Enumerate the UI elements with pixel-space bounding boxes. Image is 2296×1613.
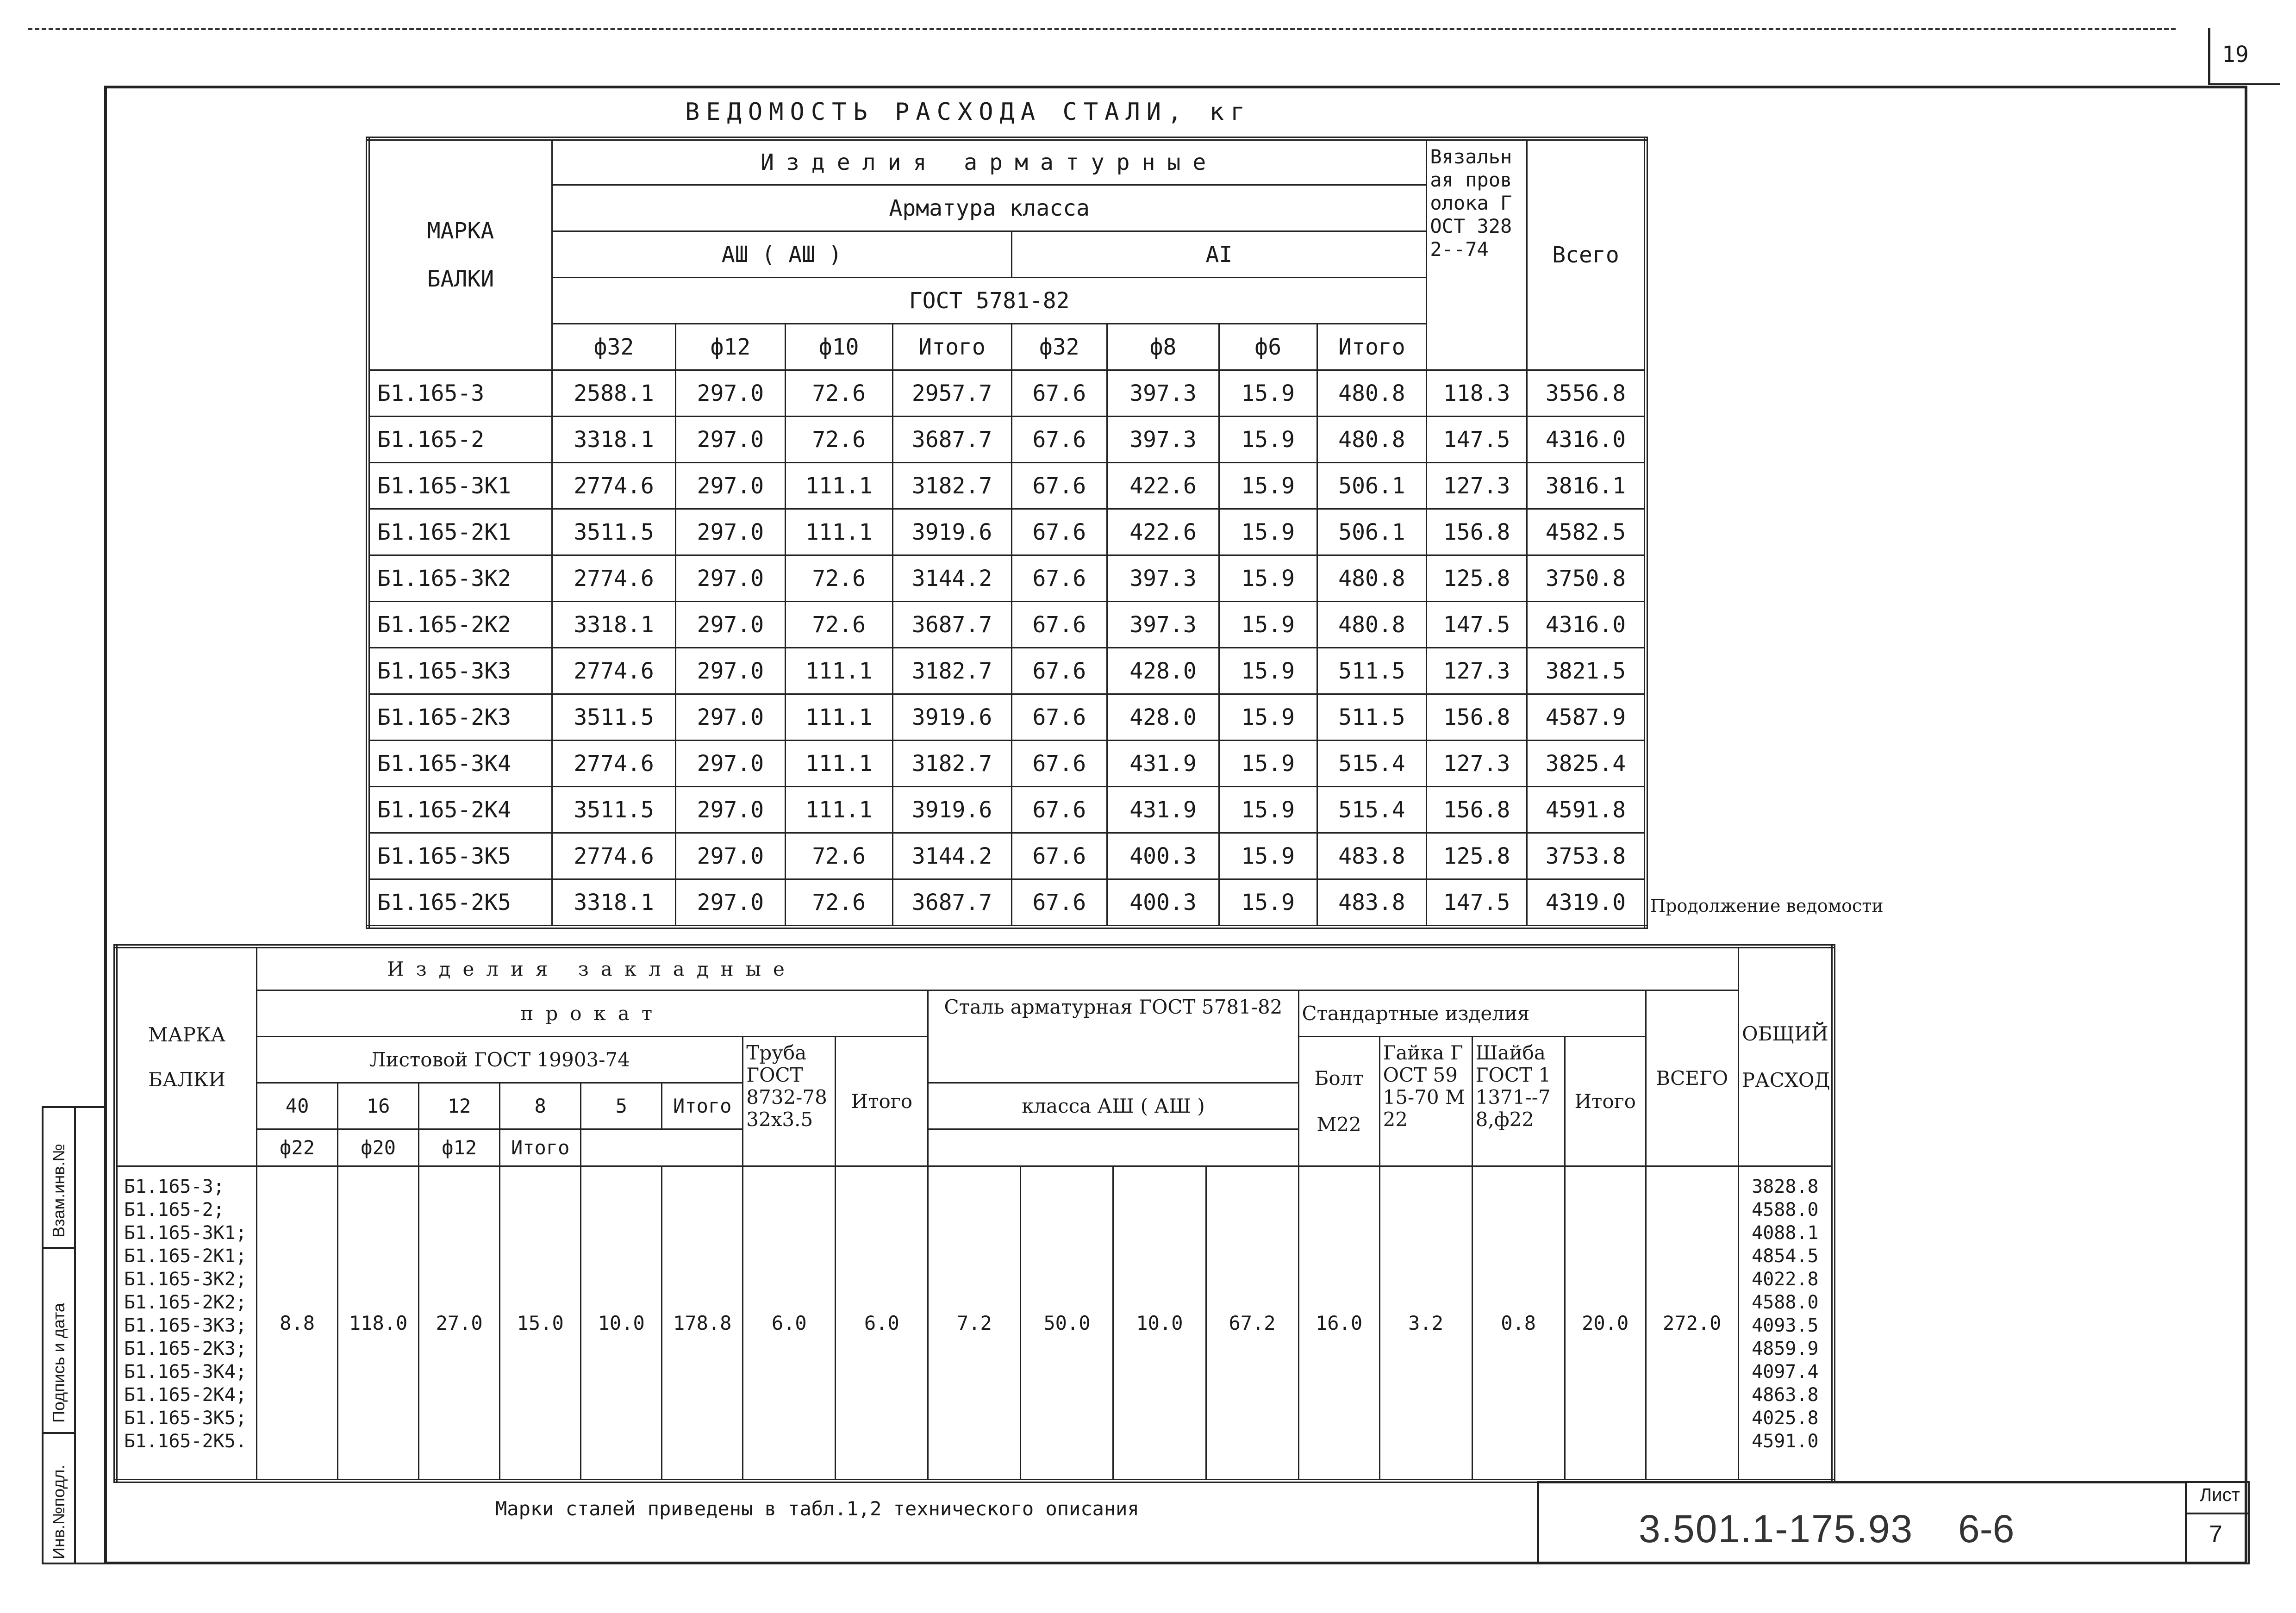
table-cell: 506.1 bbox=[1317, 509, 1427, 555]
table-cell: 15.9 bbox=[1219, 602, 1317, 648]
table-row bbox=[368, 602, 1646, 648]
table-cell: 15.9 bbox=[1219, 833, 1317, 879]
header-rebar-size: ф22 bbox=[257, 1129, 338, 1166]
table-cell: 3919.6 bbox=[892, 787, 1011, 833]
table-cell: 72.6 bbox=[785, 555, 892, 602]
beam-item: Б1.165-2К1; bbox=[124, 1246, 247, 1267]
table-cell: 3753.8 bbox=[1527, 833, 1646, 879]
table-row bbox=[368, 648, 1646, 694]
table-cell: 3318.1 bbox=[552, 602, 676, 648]
embedded-value: 8.8 bbox=[257, 1166, 338, 1481]
table-cell: 297.0 bbox=[676, 370, 786, 417]
beam-mark: Б1.165-3К5 bbox=[368, 833, 552, 879]
header-rolled-total: Итого bbox=[836, 1037, 928, 1166]
table-cell: 67.6 bbox=[1011, 463, 1107, 509]
table-cell: 422.6 bbox=[1107, 509, 1219, 555]
beam-mark: Б1.165-3К3 bbox=[368, 648, 552, 694]
beam-item: Б1.165-3К5; bbox=[124, 1407, 247, 1429]
header-rebar-steel: Сталь арматурная ГОСТ 5781-82 bbox=[928, 990, 1298, 1083]
header-sheet-size: 12 bbox=[419, 1083, 500, 1129]
table-row bbox=[368, 417, 1646, 463]
table-cell: 3144.2 bbox=[892, 555, 1011, 602]
table-cell: 3182.7 bbox=[892, 463, 1011, 509]
header-sheet-size: 5 bbox=[581, 1083, 662, 1129]
page-number: 19 bbox=[2222, 42, 2249, 68]
header-diameter: ф32 bbox=[552, 324, 676, 370]
header-sheet: Листовой ГОСТ 19903-74 bbox=[257, 1037, 743, 1083]
embedded-value: 7.2 bbox=[928, 1166, 1021, 1481]
overall-total: 3828.8 bbox=[1752, 1176, 1819, 1197]
header-mark: МАРКА БАЛКИ bbox=[368, 139, 552, 370]
embedded-value: 27.0 bbox=[419, 1166, 500, 1481]
table-cell: 3687.7 bbox=[892, 417, 1011, 463]
table-row bbox=[368, 463, 1646, 509]
table-cell: 67.6 bbox=[1011, 787, 1107, 833]
table-cell: 3825.4 bbox=[1527, 741, 1646, 787]
overall-total: 4859.9 bbox=[1752, 1338, 1819, 1359]
embedded-data-row bbox=[116, 1166, 1834, 1481]
overall-total: 4854.5 bbox=[1752, 1246, 1819, 1267]
embedded-value: 3.2 bbox=[1379, 1166, 1472, 1481]
beam-mark: Б1.165-2К4 bbox=[368, 787, 552, 833]
table-row bbox=[368, 555, 1646, 602]
header-std-total: Итого bbox=[1565, 1037, 1646, 1166]
overall-total: 4863.8 bbox=[1752, 1384, 1819, 1406]
table-cell: 67.6 bbox=[1011, 694, 1107, 741]
table-cell: 15.9 bbox=[1219, 417, 1317, 463]
overall-total: 4088.1 bbox=[1752, 1222, 1819, 1244]
header2-mark: МАРКА БАЛКИ bbox=[116, 947, 257, 1166]
table-cell: 72.6 bbox=[785, 370, 892, 417]
header-washer: Шайба ГОСТ 11371--78,ф22 bbox=[1472, 1037, 1565, 1166]
table-cell: 3821.5 bbox=[1527, 648, 1646, 694]
embedded-value: 50.0 bbox=[1021, 1166, 1113, 1481]
header-sheet-size: 40 bbox=[257, 1083, 338, 1129]
table-cell: 483.8 bbox=[1317, 833, 1427, 879]
table-cell: 2774.6 bbox=[552, 648, 676, 694]
table-cell: 428.0 bbox=[1107, 694, 1219, 741]
table-cell: 67.6 bbox=[1011, 648, 1107, 694]
table-row bbox=[368, 787, 1646, 833]
table-cell: 297.0 bbox=[676, 417, 786, 463]
table-cell: 15.9 bbox=[1219, 648, 1317, 694]
table-cell: 127.3 bbox=[1427, 648, 1527, 694]
beam-item: Б1.165-3К3; bbox=[124, 1315, 247, 1336]
table-cell: 4591.8 bbox=[1527, 787, 1646, 833]
table-cell: 3556.8 bbox=[1527, 370, 1646, 417]
table-cell: 15.9 bbox=[1219, 370, 1317, 417]
table-cell: 127.3 bbox=[1427, 463, 1527, 509]
side-stamp bbox=[42, 1106, 106, 1564]
rebar-table-body bbox=[368, 370, 1646, 927]
overall-total: 4022.8 bbox=[1752, 1269, 1819, 1290]
header-diameter: ф12 bbox=[676, 324, 786, 370]
table-cell: 67.6 bbox=[1011, 417, 1107, 463]
embedded-value: 6.0 bbox=[743, 1166, 836, 1481]
table-cell: 72.6 bbox=[785, 833, 892, 879]
header-standard: Стандартные изделия bbox=[1298, 990, 1646, 1037]
table-cell: 111.1 bbox=[785, 694, 892, 741]
header-total: Всего bbox=[1527, 139, 1646, 370]
rebar-table bbox=[366, 137, 1648, 929]
header-rebar-size: Итого bbox=[500, 1129, 581, 1166]
table-cell: 480.8 bbox=[1317, 370, 1427, 417]
table-cell: 15.9 bbox=[1219, 555, 1317, 602]
table-cell: 125.8 bbox=[1427, 833, 1527, 879]
table-cell: 3687.7 bbox=[892, 879, 1011, 927]
table-cell: 3318.1 bbox=[552, 417, 676, 463]
beam-mark: Б1.165-2 bbox=[368, 417, 552, 463]
table-cell: 506.1 bbox=[1317, 463, 1427, 509]
header-rebar-size: ф12 bbox=[419, 1129, 500, 1166]
table-cell: 4587.9 bbox=[1527, 694, 1646, 741]
table-cell: 72.6 bbox=[785, 879, 892, 927]
beam-mark: Б1.165-3К1 bbox=[368, 463, 552, 509]
table-cell: 297.0 bbox=[676, 648, 786, 694]
beam-item: Б1.165-2К3; bbox=[124, 1338, 247, 1359]
header-diameter: ф8 bbox=[1107, 324, 1219, 370]
table-cell: 2774.6 bbox=[552, 555, 676, 602]
table-cell: 3750.8 bbox=[1527, 555, 1646, 602]
overall-total: 4097.4 bbox=[1752, 1361, 1819, 1383]
table-row bbox=[368, 370, 1646, 417]
table-cell: 397.3 bbox=[1107, 555, 1219, 602]
table-cell: 156.8 bbox=[1427, 509, 1527, 555]
table-cell: 118.3 bbox=[1427, 370, 1527, 417]
embedded-table bbox=[113, 944, 1835, 1483]
header-wire: Вязальная проволока ГОСТ 3282--74 bbox=[1427, 139, 1527, 370]
overall-total: 4093.5 bbox=[1752, 1315, 1819, 1336]
table-cell: 147.5 bbox=[1427, 417, 1527, 463]
header-diameter: Итого bbox=[892, 324, 1011, 370]
table-cell: 72.6 bbox=[785, 417, 892, 463]
table-cell: 15.9 bbox=[1219, 879, 1317, 927]
beam-item: Б1.165-3К2; bbox=[124, 1269, 247, 1290]
stamp-sign: Подпись и дата bbox=[49, 1303, 68, 1423]
overall-total: 4591.0 bbox=[1752, 1431, 1819, 1452]
table-cell: 515.4 bbox=[1317, 741, 1427, 787]
table-cell: 297.0 bbox=[676, 463, 786, 509]
table-cell: 3318.1 bbox=[552, 879, 676, 927]
table-cell: 3816.1 bbox=[1527, 463, 1646, 509]
beam-list bbox=[116, 1166, 257, 1481]
table-cell: 297.0 bbox=[676, 787, 786, 833]
embedded-value: 20.0 bbox=[1565, 1166, 1646, 1481]
header-sheet-size: 16 bbox=[338, 1083, 419, 1129]
table-cell: 127.3 bbox=[1427, 741, 1527, 787]
beam-item: Б1.165-3; bbox=[124, 1176, 225, 1197]
table-cell: 297.0 bbox=[676, 602, 786, 648]
sheet-number: 7 bbox=[2209, 1521, 2222, 1548]
table-cell: 4316.0 bbox=[1527, 417, 1646, 463]
table-cell: 125.8 bbox=[1427, 555, 1527, 602]
table-row bbox=[368, 694, 1646, 741]
table-cell: 428.0 bbox=[1107, 648, 1219, 694]
table-cell: 397.3 bbox=[1107, 602, 1219, 648]
table-cell: 67.6 bbox=[1011, 602, 1107, 648]
table-cell: 147.5 bbox=[1427, 602, 1527, 648]
table-cell: 15.9 bbox=[1219, 694, 1317, 741]
table-cell: 3919.6 bbox=[892, 509, 1011, 555]
table-cell: 515.4 bbox=[1317, 787, 1427, 833]
table-cell: 2774.6 bbox=[552, 463, 676, 509]
table-cell: 422.6 bbox=[1107, 463, 1219, 509]
table-row bbox=[368, 879, 1646, 927]
table-cell: 511.5 bbox=[1317, 648, 1427, 694]
table-cell: 67.6 bbox=[1011, 833, 1107, 879]
header-overall: ОБЩИЙ РАСХОД bbox=[1738, 947, 1833, 1166]
header-diameter: ф10 bbox=[785, 324, 892, 370]
table-cell: 3511.5 bbox=[552, 509, 676, 555]
embedded-value: 178.8 bbox=[662, 1166, 743, 1481]
table-cell: 3919.6 bbox=[892, 694, 1011, 741]
header-pipe: Труба ГОСТ 8732-78 32х3.5 bbox=[743, 1037, 836, 1166]
table-cell: 480.8 bbox=[1317, 417, 1427, 463]
embedded-value: 0.8 bbox=[1472, 1166, 1565, 1481]
header-rebar-size: ф20 bbox=[338, 1129, 419, 1166]
table-cell: 2957.7 bbox=[892, 370, 1011, 417]
table-cell: 3511.5 bbox=[552, 694, 676, 741]
table-cell: 15.9 bbox=[1219, 463, 1317, 509]
beam-mark: Б1.165-2К5 bbox=[368, 879, 552, 927]
table-cell: 156.8 bbox=[1427, 694, 1527, 741]
table-cell: 2774.6 bbox=[552, 833, 676, 879]
beam-item: Б1.165-3К4; bbox=[124, 1361, 247, 1383]
header-nut: Гайка ГОСТ 5915-70 М22 bbox=[1379, 1037, 1472, 1166]
document-code: 3.501.1-175.93 bbox=[1639, 1507, 1914, 1551]
embedded-value: 10.0 bbox=[1113, 1166, 1206, 1481]
table-cell: 4582.5 bbox=[1527, 509, 1646, 555]
table-cell: 147.5 bbox=[1427, 879, 1527, 927]
table-row bbox=[368, 509, 1646, 555]
header-rebar-class2: класса АШ ( АШ ) bbox=[928, 1083, 1298, 1129]
header-diameter: Итого bbox=[1317, 324, 1427, 370]
table-cell: 67.6 bbox=[1011, 741, 1107, 787]
table-cell: 67.6 bbox=[1011, 370, 1107, 417]
beam-item: Б1.165-2К4; bbox=[124, 1384, 247, 1406]
header-bolt: Болт М22 bbox=[1298, 1037, 1379, 1166]
table-cell: 480.8 bbox=[1317, 602, 1427, 648]
table-cell: 297.0 bbox=[676, 879, 786, 927]
embedded-value: 272.0 bbox=[1646, 1166, 1738, 1481]
beam-mark: Б1.165-2К3 bbox=[368, 694, 552, 741]
table-cell: 431.9 bbox=[1107, 787, 1219, 833]
continuation-label: Продолжение ведомости bbox=[1650, 896, 1884, 916]
table-cell: 511.5 bbox=[1317, 694, 1427, 741]
beam-item: Б1.165-2К2; bbox=[124, 1292, 247, 1313]
embedded-value: 6.0 bbox=[836, 1166, 928, 1481]
sheet-label: Лист bbox=[2200, 1485, 2240, 1505]
header-gost: ГОСТ 5781-82 bbox=[552, 278, 1427, 324]
beam-mark: Б1.165-2К1 bbox=[368, 509, 552, 555]
table-cell: 111.1 bbox=[785, 648, 892, 694]
table-cell: 4319.0 bbox=[1527, 879, 1646, 927]
header-all: ВСЕГО bbox=[1646, 990, 1738, 1166]
embedded-value: 16.0 bbox=[1298, 1166, 1379, 1481]
header-products: Изделия арматурные bbox=[552, 139, 1427, 185]
table-cell: 67.6 bbox=[1011, 555, 1107, 602]
overall-total: 4588.0 bbox=[1752, 1292, 1819, 1313]
table-cell: 3182.7 bbox=[892, 648, 1011, 694]
beam-item: Б1.165-2К5. bbox=[124, 1431, 247, 1452]
top-dashed-line bbox=[28, 28, 2176, 30]
table-cell: 15.9 bbox=[1219, 741, 1317, 787]
table-cell: 397.3 bbox=[1107, 417, 1219, 463]
table-cell: 297.0 bbox=[676, 509, 786, 555]
beam-mark: Б1.165-3 bbox=[368, 370, 552, 417]
table-cell: 400.3 bbox=[1107, 879, 1219, 927]
table-cell: 67.6 bbox=[1011, 879, 1107, 927]
stamp-replace: Взам.инв.№ bbox=[49, 1143, 68, 1238]
table-cell: 297.0 bbox=[676, 833, 786, 879]
table-cell: 3687.7 bbox=[892, 602, 1011, 648]
table-cell: 3182.7 bbox=[892, 741, 1011, 787]
beam-mark: Б1.165-2К2 bbox=[368, 602, 552, 648]
overall-totals bbox=[1738, 1166, 1833, 1481]
beam-mark: Б1.165-3К4 bbox=[368, 741, 552, 787]
table-cell: 297.0 bbox=[676, 555, 786, 602]
table-cell: 67.6 bbox=[1011, 509, 1107, 555]
stamp-inv: Инв.№подл. bbox=[49, 1464, 68, 1559]
table-cell: 400.3 bbox=[1107, 833, 1219, 879]
table-cell: 3144.2 bbox=[892, 833, 1011, 879]
document-part: 6-6 bbox=[1958, 1507, 2015, 1551]
table-cell: 15.9 bbox=[1219, 787, 1317, 833]
table-cell: 480.8 bbox=[1317, 555, 1427, 602]
header-embedded: Изделия закладные bbox=[257, 947, 1739, 990]
table-cell: 297.0 bbox=[676, 694, 786, 741]
steel-grades-note: Марки сталей приведены в табл.1,2 технического описания bbox=[495, 1497, 1139, 1520]
header-diameter: ф6 bbox=[1219, 324, 1317, 370]
embedded-value: 118.0 bbox=[338, 1166, 419, 1481]
header-sheet-size: Итого bbox=[662, 1083, 743, 1129]
table-cell: 156.8 bbox=[1427, 787, 1527, 833]
beam-item: Б1.165-2; bbox=[124, 1199, 225, 1221]
header-rolled: прокат bbox=[257, 990, 928, 1037]
embedded-value: 15.0 bbox=[500, 1166, 581, 1481]
beam-item: Б1.165-3К1; bbox=[124, 1222, 247, 1244]
header-class-a3: АШ ( АШ ) bbox=[552, 231, 1012, 278]
table-cell: 111.1 bbox=[785, 741, 892, 787]
table-cell: 111.1 bbox=[785, 509, 892, 555]
beam-mark: Б1.165-3К2 bbox=[368, 555, 552, 602]
overall-total: 4025.8 bbox=[1752, 1407, 1819, 1429]
table-cell: 483.8 bbox=[1317, 879, 1427, 927]
header-sheet-size: 8 bbox=[500, 1083, 581, 1129]
table-cell: 111.1 bbox=[785, 463, 892, 509]
header-diameter: ф32 bbox=[1011, 324, 1107, 370]
table-row bbox=[368, 741, 1646, 787]
header-class-a1: АI bbox=[1011, 231, 1427, 278]
table-cell: 2774.6 bbox=[552, 741, 676, 787]
embedded-value: 10.0 bbox=[581, 1166, 662, 1481]
table-cell: 111.1 bbox=[785, 787, 892, 833]
table-cell: 15.9 bbox=[1219, 509, 1317, 555]
header-rebar-class: Арматура класса bbox=[552, 185, 1427, 231]
table-cell: 397.3 bbox=[1107, 370, 1219, 417]
table-cell: 72.6 bbox=[785, 602, 892, 648]
table-cell: 431.9 bbox=[1107, 741, 1219, 787]
embedded-value: 67.2 bbox=[1206, 1166, 1298, 1481]
table-cell: 297.0 bbox=[676, 741, 786, 787]
table-row bbox=[368, 833, 1646, 879]
overall-total: 4588.0 bbox=[1752, 1199, 1819, 1221]
statement-title: ВЕДОМОСТЬ РАСХОДА СТАЛИ, кг bbox=[685, 98, 1252, 126]
table-cell: 3511.5 bbox=[552, 787, 676, 833]
table-cell: 4316.0 bbox=[1527, 602, 1646, 648]
table-cell: 2588.1 bbox=[552, 370, 676, 417]
